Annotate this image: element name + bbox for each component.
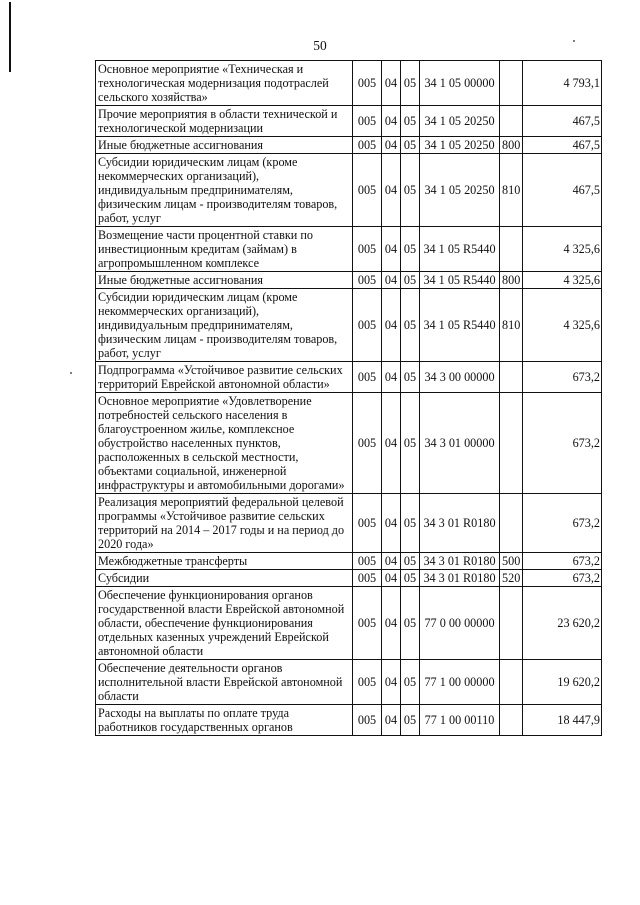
amount: 673,2 xyxy=(523,570,602,587)
subsection-code: 05 xyxy=(401,494,420,553)
expense-type-code xyxy=(500,362,523,393)
subsection-code: 05 xyxy=(401,61,420,106)
ministry-code: 005 xyxy=(353,227,382,272)
binding-mark xyxy=(9,2,11,72)
subsection-code: 05 xyxy=(401,154,420,227)
subsection-code: 05 xyxy=(401,289,420,362)
table-row xyxy=(96,494,602,553)
table-row xyxy=(96,106,602,137)
row-name: Субсидии xyxy=(96,570,353,587)
subsection-code: 05 xyxy=(401,553,420,570)
row-name: Прочие мероприятия в области технической и технологической модернизации xyxy=(96,106,353,137)
ministry-code: 005 xyxy=(353,362,382,393)
section-code: 04 xyxy=(382,570,401,587)
subsection-code: 05 xyxy=(401,106,420,137)
table-row xyxy=(96,289,602,362)
section-code: 04 xyxy=(382,289,401,362)
ministry-code: 005 xyxy=(353,289,382,362)
ministry-code: 005 xyxy=(353,154,382,227)
expense-type-code: 520 xyxy=(500,570,523,587)
page-number: 50 xyxy=(313,38,327,53)
section-code: 04 xyxy=(382,362,401,393)
amount: 18 447,9 xyxy=(523,705,602,736)
section-code: 04 xyxy=(382,393,401,494)
target-article-code: 34 1 05 R5440 xyxy=(420,289,500,362)
table-row xyxy=(96,272,602,289)
table-row xyxy=(96,154,602,227)
expense-type-code xyxy=(500,494,523,553)
expense-type-code: 500 xyxy=(500,553,523,570)
row-name: Возмещение части процентной ставки по инвестиционным кредитам (займам) в агропромышленном комплексе xyxy=(96,227,353,272)
expense-type-code xyxy=(500,587,523,660)
table-row xyxy=(96,137,602,154)
subsection-code: 05 xyxy=(401,137,420,154)
table-row xyxy=(96,553,602,570)
target-article-code: 34 3 01 R0180 xyxy=(420,494,500,553)
margin-dot xyxy=(70,372,72,374)
amount: 4 325,6 xyxy=(523,289,602,362)
amount: 4 793,1 xyxy=(523,61,602,106)
amount: 673,2 xyxy=(523,362,602,393)
table-row xyxy=(96,570,602,587)
row-name: Субсидии юридическим лицам (кроме некоммерческих организаций), индивидуальным предпринимателям, физическим лицам - производителям товаров, работ, услуг xyxy=(96,154,353,227)
table-row xyxy=(96,705,602,736)
expense-type-code: 800 xyxy=(500,272,523,289)
target-article-code: 77 1 00 00000 xyxy=(420,660,500,705)
target-article-code: 34 1 05 00000 xyxy=(420,61,500,106)
target-article-code: 34 1 05 20250 xyxy=(420,106,500,137)
expense-type-code: 810 xyxy=(500,289,523,362)
row-name: Межбюджетные трансферты xyxy=(96,553,353,570)
section-code: 04 xyxy=(382,137,401,154)
table-row xyxy=(96,61,602,106)
amount: 4 325,6 xyxy=(523,227,602,272)
target-article-code: 34 3 00 00000 xyxy=(420,362,500,393)
subsection-code: 05 xyxy=(401,705,420,736)
expense-type-code xyxy=(500,705,523,736)
ministry-code: 005 xyxy=(353,570,382,587)
ministry-code: 005 xyxy=(353,106,382,137)
section-code: 04 xyxy=(382,553,401,570)
subsection-code: 05 xyxy=(401,570,420,587)
row-name: Иные бюджетные ассигнования xyxy=(96,137,353,154)
row-name: Реализация мероприятий федеральной целевой программы «Устойчивое развитие сельских территорий на 2014 – 2017 годы и на период до 2020 года» xyxy=(96,494,353,553)
amount: 4 325,6 xyxy=(523,272,602,289)
target-article-code: 77 1 00 00110 xyxy=(420,705,500,736)
row-name: Иные бюджетные ассигнования xyxy=(96,272,353,289)
row-name: Обеспечение деятельности органов исполнительной власти Еврейской автономной области xyxy=(96,660,353,705)
budget-table xyxy=(95,60,602,736)
subsection-code: 05 xyxy=(401,227,420,272)
section-code: 04 xyxy=(382,705,401,736)
ministry-code: 005 xyxy=(353,393,382,494)
amount: 673,2 xyxy=(523,393,602,494)
amount: 19 620,2 xyxy=(523,660,602,705)
row-name: Подпрограмма «Устойчивое развитие сельских территорий Еврейской автономной области» xyxy=(96,362,353,393)
ministry-code: 005 xyxy=(353,272,382,289)
section-code: 04 xyxy=(382,587,401,660)
expense-type-code: 800 xyxy=(500,137,523,154)
table-row xyxy=(96,393,602,494)
target-article-code: 34 3 01 R0180 xyxy=(420,553,500,570)
row-name: Основное мероприятие «Техническая и технологическая модернизация подотраслей сельского хозяйства» xyxy=(96,61,353,106)
amount: 467,5 xyxy=(523,137,602,154)
amount: 467,5 xyxy=(523,154,602,227)
target-article-code: 34 3 01 00000 xyxy=(420,393,500,494)
subsection-code: 05 xyxy=(401,393,420,494)
target-article-code: 34 1 05 20250 xyxy=(420,137,500,154)
amount: 673,2 xyxy=(523,553,602,570)
ministry-code: 005 xyxy=(353,494,382,553)
section-code: 04 xyxy=(382,106,401,137)
section-code: 04 xyxy=(382,227,401,272)
target-article-code: 77 0 00 00000 xyxy=(420,587,500,660)
table-row xyxy=(96,660,602,705)
row-name: Расходы на выплаты по оплате труда работников государственных органов xyxy=(96,705,353,736)
subsection-code: 05 xyxy=(401,587,420,660)
table-row xyxy=(96,227,602,272)
target-article-code: 34 1 05 R5440 xyxy=(420,272,500,289)
amount: 23 620,2 xyxy=(523,587,602,660)
ministry-code: 005 xyxy=(353,61,382,106)
ministry-code: 005 xyxy=(353,553,382,570)
row-name: Обеспечение функционирования органов государственной власти Еврейской автономной области, обеспечение функционирования отдельных казенных учреждений Еврейской автономной области xyxy=(96,587,353,660)
target-article-code: 34 1 05 20250 xyxy=(420,154,500,227)
row-name: Основное мероприятие «Удовлетворение потребностей сельского населения в благоустроенном жилье, комплексное обустройство населенных пунктов, расположенных в сельской местности, объектами социальной, инженерной инфраструктуры и автомобильными дорогами» xyxy=(96,393,353,494)
section-code: 04 xyxy=(382,272,401,289)
expense-type-code xyxy=(500,106,523,137)
expense-type-code xyxy=(500,660,523,705)
expense-type-code xyxy=(500,61,523,106)
amount: 467,5 xyxy=(523,106,602,137)
subsection-code: 05 xyxy=(401,660,420,705)
target-article-code: 34 1 05 R5440 xyxy=(420,227,500,272)
table-body xyxy=(96,61,602,736)
amount: 673,2 xyxy=(523,494,602,553)
section-code: 04 xyxy=(382,154,401,227)
section-code: 04 xyxy=(382,660,401,705)
ministry-code: 005 xyxy=(353,587,382,660)
target-article-code: 34 3 01 R0180 xyxy=(420,570,500,587)
subsection-code: 05 xyxy=(401,362,420,393)
ministry-code: 005 xyxy=(353,705,382,736)
ministry-code: 005 xyxy=(353,137,382,154)
expense-type-code xyxy=(500,393,523,494)
subsection-code: 05 xyxy=(401,272,420,289)
table-row xyxy=(96,587,602,660)
expense-type-code xyxy=(500,227,523,272)
expense-type-code: 810 xyxy=(500,154,523,227)
table-row xyxy=(96,362,602,393)
ministry-code: 005 xyxy=(353,660,382,705)
row-name: Субсидии юридическим лицам (кроме некоммерческих организаций), индивидуальным предпринимателям, физическим лицам - производителям товаров, работ, услуг xyxy=(96,289,353,362)
section-code: 04 xyxy=(382,494,401,553)
section-code: 04 xyxy=(382,61,401,106)
